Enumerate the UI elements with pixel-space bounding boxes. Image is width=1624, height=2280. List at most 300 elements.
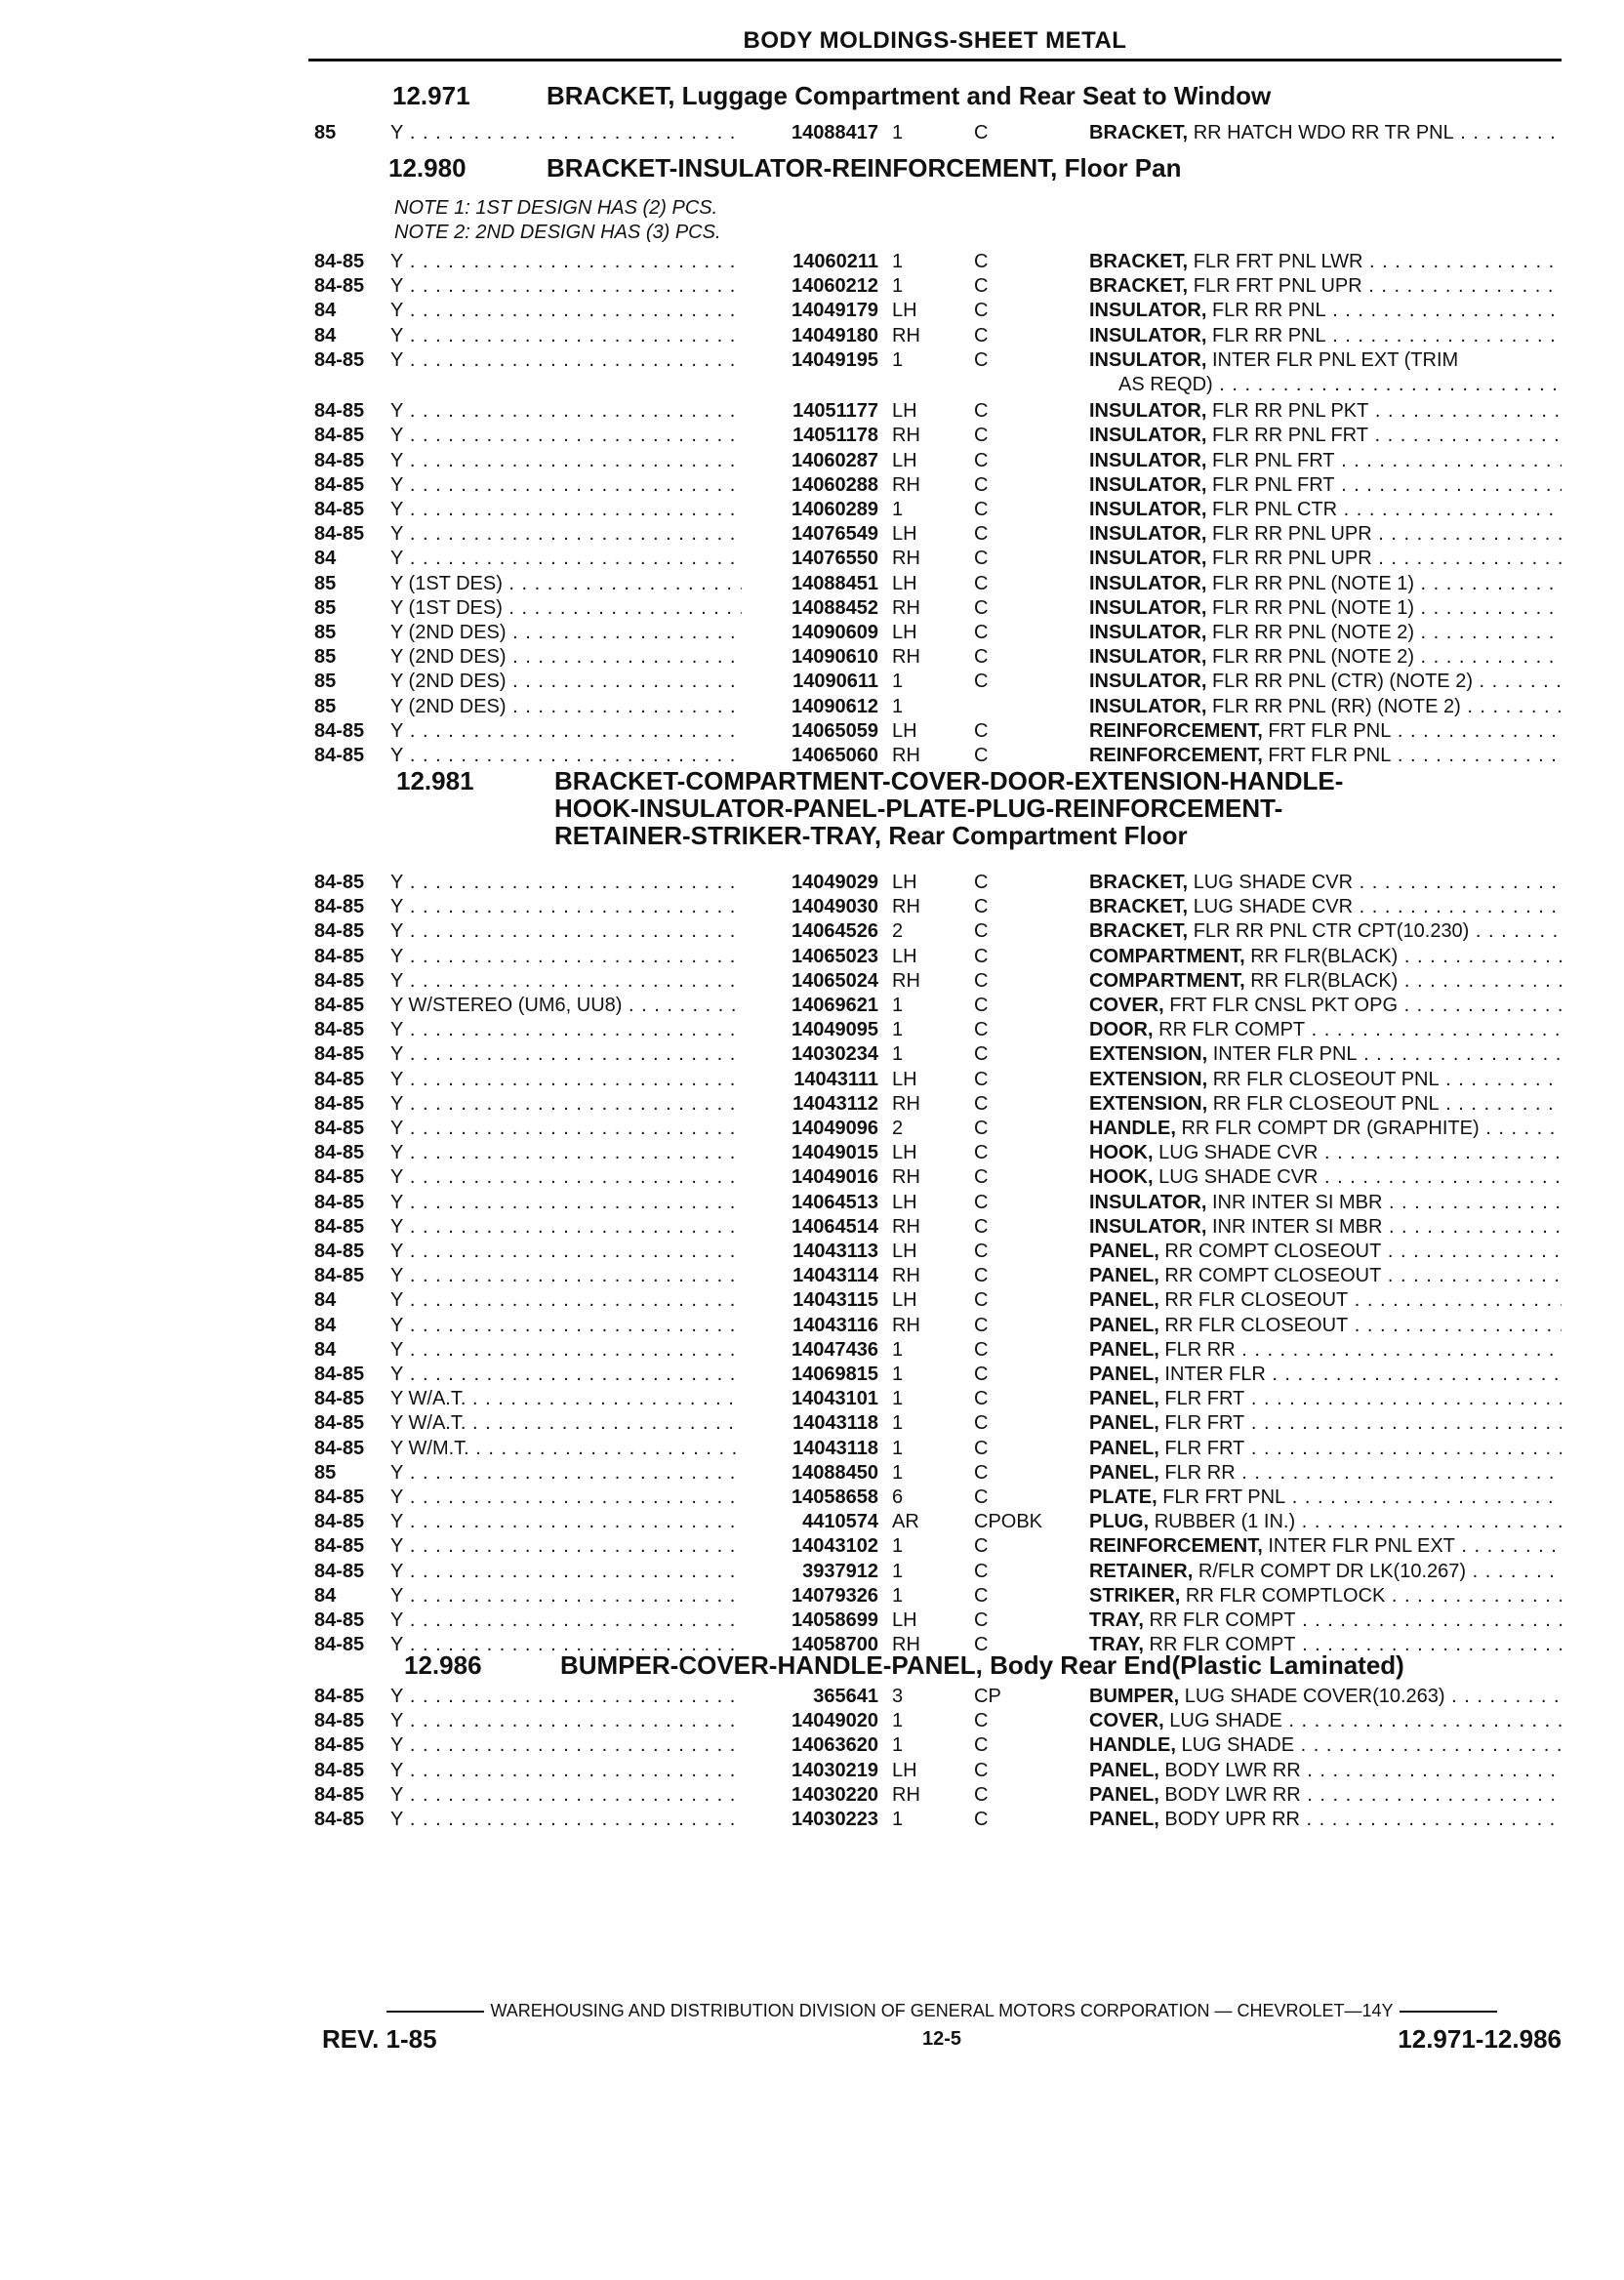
quantity: RH [892,548,920,570]
part-row [0,871,1624,895]
part-name: HANDLE, [1089,1118,1176,1139]
model-year: 85 [314,596,337,619]
model-year: 84 [314,324,337,346]
model-year: 84-85 [314,1092,365,1115]
model-year: 84-85 [314,1068,365,1090]
quantity: RH [892,324,920,346]
part-description [1089,621,1562,645]
part-detail: FRT FLR PNL . . . [1268,745,1562,766]
part-row [0,1215,1624,1240]
part-detail: FRT FLR PNL . . . [1268,720,1562,742]
usage-code: Y . . . [390,250,742,274]
model-year: 84-85 [314,1191,365,1213]
part-detail: FLR RR PNL (NOTE 2) . . . [1212,622,1562,643]
part-description [1089,299,1562,323]
quantity: RH [892,896,920,918]
part-name: PANEL, [1089,1388,1159,1410]
usage-code: Y . . . [390,919,742,944]
source-code: C [974,1437,989,1459]
usage-code: Y . . . [390,1759,742,1783]
part-number: 14051178 [792,425,878,447]
part-number: 14060288 [792,473,878,496]
quantity: LH [892,300,917,322]
part-description [1089,1117,1562,1141]
quantity: RH [892,646,920,669]
part-number: 4410574 [802,1511,878,1533]
part-number: 14030223 [792,1809,878,1830]
part-name: INSULATOR, [1089,695,1207,717]
part-description [1089,1437,1562,1461]
part-detail: RR COMPT CLOSEOUT . . . [1164,1241,1562,1262]
part-name: INSULATOR, [1089,572,1207,594]
part-name: BUMPER, [1089,1686,1180,1707]
usage-code: Y . . . [390,522,742,547]
section-title-line: BRACKET-INSULATOR-REINFORCEMENT, Floor Pan [547,153,1182,183]
part-name: COVER, [1089,995,1164,1016]
part-number: 14064514 [792,1215,878,1238]
part-description [1089,1314,1562,1338]
quantity: LH [892,449,917,471]
source-code: C [974,1634,989,1656]
part-name: EXTENSION, [1089,1043,1208,1066]
usage-code: Y . . . [390,1141,742,1165]
source-code: C [974,596,989,619]
section-title-line: RETAINER-STRIKER-TRAY, Rear Compartment Floor [554,821,1188,850]
quantity: LH [892,1191,917,1213]
quantity: LH [892,1068,917,1090]
section-title [554,767,1343,849]
part-row [0,1042,1624,1067]
part-detail: FLR RR PNL (NOTE 1) . . . [1212,597,1562,619]
model-year: 84-85 [314,1535,365,1558]
part-row [0,250,1624,274]
source-code: C [974,324,989,346]
quantity: 1 [892,1535,904,1558]
part-number: 14043113 [792,1241,878,1262]
quantity: LH [892,1759,917,1781]
part-row [0,399,1624,424]
part-number: 14049180 [792,324,878,346]
part-number: 14058699 [792,1609,878,1631]
source-code: C [974,449,989,471]
part-number: 14049016 [792,1166,878,1189]
part-detail: RR FLR(BLACK) . . . [1250,970,1562,992]
part-number: 14030220 [792,1783,878,1806]
quantity: LH [892,400,917,423]
quantity: RH [892,1314,920,1336]
section-title [547,82,1271,109]
part-detail: BODY LWR RR . . . [1164,1784,1562,1806]
part-row [0,1338,1624,1363]
part-detail: RR COMPT CLOSEOUT . . . [1164,1265,1562,1286]
part-description [1089,1560,1562,1584]
part-description [1089,1141,1562,1165]
part-number: 14065059 [792,719,878,742]
part-description [1089,1411,1562,1436]
usage-code: Y W/A.T. . . . [390,1387,742,1411]
usage-code: Y . . . [390,1215,742,1240]
model-year: 84 [314,300,337,322]
part-name: INSULATOR, [1089,300,1207,322]
part-description [1089,1685,1562,1709]
model-year: 84-85 [314,995,365,1016]
part-detail: FLR RR PNL (RR) (NOTE 2) . . . [1212,696,1562,717]
part-description [1089,1042,1562,1067]
source-code: C [974,1809,989,1830]
part-description [1089,1510,1562,1534]
part-description [1089,522,1562,547]
model-year: 85 [314,572,337,594]
usage-code: Y . . . [390,473,742,498]
section-note: NOTE 2: 2ND DESIGN HAS (3) PCS. [394,222,721,243]
model-year: 84 [314,1289,337,1312]
quantity: 1 [892,1412,904,1435]
part-number: 14030219 [792,1759,878,1781]
source-code: C [974,995,989,1016]
quantity: RH [892,473,920,496]
source-code: C [974,1759,989,1781]
quantity: LH [892,719,917,742]
part-number: 14088451 [792,572,878,594]
source-code: C [974,300,989,322]
quantity: LH [892,1289,917,1312]
part-detail: FLR PNL FRT . . . [1212,474,1562,496]
part-name: BRACKET, [1089,251,1189,272]
source-code: C [974,1019,989,1041]
part-row [0,621,1624,645]
part-detail: FLR RR PNL FRT . . . [1212,425,1562,446]
source-code: C [974,1734,989,1757]
part-name: BRACKET, [1089,920,1189,943]
part-number: 14058700 [792,1634,878,1656]
part-detail: RR FLR(BLACK) . . . [1250,946,1562,967]
section-number: 12.971 [392,81,470,110]
usage-code: Y . . . [390,1117,742,1141]
model-year: 84-85 [314,1019,365,1041]
part-description [1089,121,1562,145]
quantity: 1 [892,1019,904,1041]
usage-code: Y . . . [390,719,742,744]
quantity: LH [892,1241,917,1262]
part-description [1089,473,1562,498]
source-code: C [974,896,989,918]
part-row [0,1141,1624,1165]
source-code: C [974,275,989,298]
source-code: C [974,1314,989,1336]
model-year: 84-85 [314,348,365,371]
part-description [1089,945,1562,969]
quantity: 1 [892,348,904,371]
part-number: 14043118 [792,1412,878,1435]
part-row [0,498,1624,522]
part-name: COMPARTMENT, [1089,969,1245,992]
quantity: RH [892,1166,920,1189]
part-row [0,1165,1624,1190]
usage-code: Y . . . [390,449,742,473]
source-code: C [974,1783,989,1806]
part-row [0,1068,1624,1092]
usage-code: Y . . . [390,1042,742,1067]
part-name: INSULATOR, [1089,348,1207,371]
part-detail: INTER FLR PNL . . . [1213,1043,1562,1065]
quantity: 1 [892,671,904,693]
part-name: HOOK, [1089,1142,1154,1164]
part-row [0,299,1624,323]
part-detail: FLR RR PNL . . . [1212,300,1562,321]
part-detail: R/FLR COMPT DR LK(10.267) . . . [1198,1561,1562,1582]
part-number: 14063620 [792,1734,878,1757]
usage-code: Y . . . [390,1709,742,1733]
part-number: 14090609 [792,622,878,643]
part-detail: FRT FLR CNSL PKT OPG . . . [1169,995,1562,1016]
quantity: 1 [892,995,904,1016]
part-number: 3937912 [802,1560,878,1582]
source-code: C [974,920,989,943]
part-row-continued [0,373,1624,397]
part-description [1089,1733,1562,1758]
part-detail: LUG SHADE COVER(10.263) . . . [1185,1686,1562,1707]
quantity: 1 [892,1043,904,1066]
quantity: 2 [892,1118,904,1139]
part-detail: FLR RR PNL CTR CPT(10.230) . . . [1194,920,1562,942]
part-name: PANEL, [1089,1364,1159,1385]
part-number: 14049030 [792,896,878,918]
part-description [1089,695,1562,719]
part-detail: RR FLR COMPTLOCK . . . [1186,1585,1562,1607]
part-row [0,1608,1624,1633]
usage-code: Y . . . [390,1486,742,1510]
part-number: 14049096 [792,1118,878,1139]
part-name: BRACKET, [1089,122,1189,143]
part-number: 14090610 [792,646,878,669]
part-detail: RR FLR COMPT . . . [1158,1019,1562,1040]
part-description [1089,1783,1562,1808]
part-name: INSULATOR, [1089,671,1207,693]
part-row [0,695,1624,719]
model-year: 84-85 [314,1118,365,1139]
source-code: C [974,473,989,496]
quantity: 1 [892,1461,904,1484]
part-name: PANEL, [1089,1461,1159,1484]
model-year: 84-85 [314,1609,365,1631]
part-description [1089,919,1562,944]
part-name: PANEL, [1089,1289,1159,1312]
model-year: 85 [314,122,337,143]
source-code: C [974,572,989,594]
part-row [0,1387,1624,1411]
part-detail: BODY LWR RR . . . [1164,1760,1562,1781]
part-row [0,969,1624,994]
part-row [0,670,1624,694]
part-detail: BODY UPR RR . . . [1164,1809,1562,1830]
part-number: 365641 [813,1686,878,1707]
part-name: INSULATOR, [1089,548,1207,570]
model-year: 85 [314,1461,337,1484]
part-name: BRACKET, [1089,872,1189,893]
part-row [0,1191,1624,1215]
page-header: BODY MOLDINGS-SHEET METAL [743,27,1127,54]
part-detail: INTER FLR . . . [1164,1364,1562,1385]
part-row [0,1733,1624,1758]
source-code: C [974,1338,989,1361]
model-year: 85 [314,622,337,643]
model-year: 84-85 [314,1412,365,1435]
usage-code: Y . . . [390,1584,742,1608]
usage-code: Y . . . [390,1633,742,1657]
part-description [1089,1092,1562,1117]
usage-code: Y W/M.T. . . . [390,1437,742,1461]
part-description [1089,324,1562,348]
source-code: C [974,1215,989,1238]
part-number: 14088450 [792,1461,878,1484]
source-code: C [974,1412,989,1435]
model-year: 84-85 [314,896,365,918]
part-name: PANEL, [1089,1783,1159,1806]
part-row [0,1092,1624,1117]
model-year: 84-85 [314,920,365,943]
part-number: 14065024 [792,969,878,992]
quantity: RH [892,1634,920,1656]
model-year: 84-85 [314,1511,365,1533]
section-title-line: BRACKET-COMPARTMENT-COVER-DOOR-EXTENSION-HANDLE- [554,766,1344,795]
part-number: 14060287 [792,449,878,471]
part-number: 14049020 [792,1710,878,1732]
footer-page-number: 12-5 [922,2028,962,2050]
part-detail: FLR RR PNL (NOTE 2) . . . [1212,646,1562,668]
part-name: PANEL, [1089,1809,1159,1830]
part-number: 14049029 [792,872,878,893]
source-code: C [974,348,989,371]
source-code: C [974,1461,989,1484]
model-year: 85 [314,695,337,717]
source-code: C [974,1289,989,1312]
part-row [0,424,1624,448]
model-year: 84-85 [314,1388,365,1410]
part-detail: RR FLR CLOSEOUT PNL . . . [1213,1093,1562,1115]
usage-code: Y (2ND DES) . . . [390,621,742,645]
part-detail: FLR RR PNL (CTR) (NOTE 2) . . . [1212,671,1562,692]
quantity: LH [892,1142,917,1164]
quantity: 2 [892,920,904,943]
header-rule [308,59,1562,61]
model-year: 84-85 [314,969,365,992]
part-row [0,1411,1624,1436]
source-code: C [974,523,989,546]
part-row [0,1534,1624,1559]
part-name: REINFORCEMENT, [1089,745,1263,766]
part-number: 14065023 [792,945,878,967]
part-name: PLUG, [1089,1511,1150,1533]
usage-code: Y . . . [390,945,742,969]
usage-code: Y . . . [390,547,742,571]
part-name: INSULATOR, [1089,324,1207,346]
source-code: C [974,1710,989,1732]
part-description [1089,1584,1562,1608]
part-name: INSULATOR, [1089,425,1207,447]
section-number: 12.980 [388,153,467,183]
part-description [1089,1191,1562,1215]
part-number: 14076549 [792,523,878,546]
usage-code: Y . . . [390,1560,742,1584]
usage-code: Y . . . [390,299,742,323]
usage-code: Y W/STEREO (UM6, UU8) . . . [390,994,742,1018]
part-detail: LUG SHADE CVR . . . [1158,1166,1562,1188]
part-row [0,348,1624,373]
part-row [0,1808,1624,1832]
usage-code: Y (1ST DES) . . . [390,572,742,596]
part-name: TRAY, [1089,1634,1144,1656]
part-row [0,945,1624,969]
part-name: PLATE, [1089,1486,1157,1508]
quantity: RH [892,969,920,992]
part-name: PANEL, [1089,1437,1159,1459]
part-number: 14043111 [793,1068,878,1090]
part-row [0,719,1624,744]
quantity: RH [892,745,920,766]
part-name: INSULATOR, [1089,473,1207,496]
part-name: HOOK, [1089,1166,1154,1189]
part-number: 14069621 [792,995,878,1016]
part-number: 14079326 [792,1584,878,1607]
part-detail-continued: AS REQD) . . . [1118,374,1562,395]
part-detail: RR FLR CLOSEOUT . . . [1164,1289,1562,1311]
usage-code: Y . . . [390,1018,742,1042]
quantity: LH [892,622,917,643]
source-code: C [974,1092,989,1115]
quantity: 1 [892,1437,904,1459]
source-code: C [974,719,989,742]
part-number: 14047436 [792,1338,878,1361]
quantity: RH [892,596,920,619]
quantity: 1 [892,1388,904,1410]
usage-code: Y . . . [390,274,742,299]
source-code: C [974,1043,989,1066]
part-row [0,1685,1624,1709]
usage-code: Y . . . [390,399,742,424]
model-year: 84-85 [314,1437,365,1459]
source-code: C [974,646,989,669]
quantity: 1 [892,1809,904,1830]
part-name: PANEL, [1089,1412,1159,1435]
source-code: CP [974,1686,1001,1707]
source-code: C [974,1265,989,1287]
section-title [547,154,1181,182]
part-row [0,1117,1624,1141]
section-number: 12.986 [404,1650,482,1680]
part-number: 14090612 [792,695,878,717]
part-number: 14069815 [792,1364,878,1385]
source-code: C [974,1166,989,1189]
part-description [1089,994,1562,1018]
part-number: 14049179 [792,300,878,322]
part-description [1089,1165,1562,1190]
source-code: C [974,1535,989,1558]
part-description [1089,1338,1562,1363]
part-row [0,572,1624,596]
source-code: C [974,622,989,643]
usage-code: Y . . . [390,1314,742,1338]
source-code: C [974,251,989,272]
part-detail: FLR PNL FRT . . . [1212,450,1562,471]
quantity: 6 [892,1486,904,1508]
part-row [0,1437,1624,1461]
source-code: C [974,671,989,693]
part-name: DOOR, [1089,1019,1154,1041]
part-number: 14043116 [792,1314,878,1336]
quantity: AR [892,1511,919,1533]
part-description [1089,1288,1562,1313]
source-code: C [974,1609,989,1631]
